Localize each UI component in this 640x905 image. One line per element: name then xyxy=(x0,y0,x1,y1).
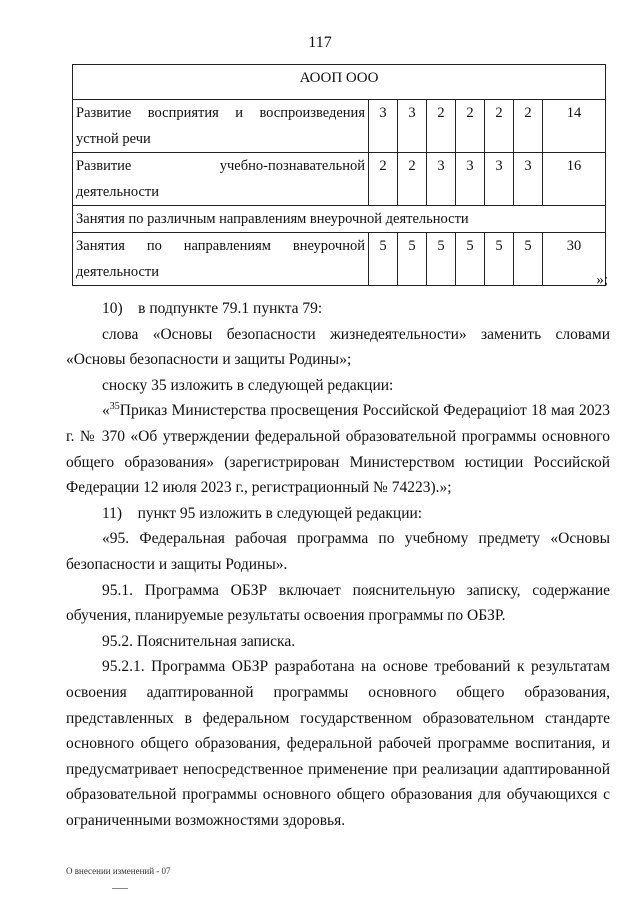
hours-cell: 5 xyxy=(456,233,485,286)
table-header-row xyxy=(73,65,606,100)
section-heading-cell: Занятия по различным направлениям внеурочной деятельности xyxy=(73,206,606,233)
paragraph: «$^{35}$Приказ Министерства просвещения Российской Федерациiот 18 мая 2023 г. № 370 «Об утверждении федеральной образовательной программы основного общего образования» (зарегистрирован Министерством юстиции Российской Федерации 12 июля 2023 г., регистрационный № 74223).»; xyxy=(66,401,610,497)
paragraph: 95.2.1. Программа ОБЗР разработана на основе требований к результатам освоения адаптированной программы основного общего образования, представленных в федеральном государственном образовательном стандарте основного общего образования, федеральной рабочей программе воспитания, и предусматривает непосредственное применение при реализации адаптированной образовательной программы основного общего образования для обучающихся с ограниченными возможностями здоровья. xyxy=(66,658,610,829)
hours-cell: 3 xyxy=(456,153,485,206)
subject-cell: Занятия по направлениям внеурочной деятельности xyxy=(73,233,369,286)
hours-cell: 2 xyxy=(369,153,398,206)
document-body xyxy=(66,296,610,833)
paragraph: слова «Основы безопасности жизнедеятельности» заменить словами «Основы безопасности и защиты Родины»; xyxy=(66,325,610,369)
paragraph: 95.2. Пояснительная записка. xyxy=(102,632,296,650)
subject-cell: Развитие учебно-познавательной деятельности xyxy=(73,153,369,206)
hours-cell: 5 xyxy=(398,233,427,286)
hours-cell: 3 xyxy=(427,153,456,206)
subject-cell: Развитие восприятия и воспроизведения устной речи xyxy=(73,100,369,153)
hours-cell: 5 xyxy=(485,233,514,286)
hours-cell: 5 xyxy=(427,233,456,286)
paragraph: 95.1. Программа ОБЗР включает пояснительную записку, содержание обучения, планируемые результаты освоения программы по ОБЗР. xyxy=(66,581,610,625)
curriculum-table xyxy=(72,64,606,286)
table-header: АООП ООО xyxy=(73,65,606,100)
footnote-marker: 35 xyxy=(109,401,120,413)
hours-cell: 3 xyxy=(514,153,543,206)
hours-cell: 3 xyxy=(369,100,398,153)
paragraph: 10) в подпункте 79.1 пункта 79: xyxy=(102,300,323,317)
hours-cell: 2 xyxy=(398,153,427,206)
total-cell: 14 xyxy=(543,100,606,153)
hours-cell: 5 xyxy=(369,233,398,286)
total-cell: 16 xyxy=(543,153,606,206)
table-row xyxy=(73,206,606,233)
paragraph: 11) пункт 95 изложить в следующей редакции: xyxy=(102,504,423,522)
table-row xyxy=(73,100,606,153)
footer-rule xyxy=(112,888,128,889)
table-row xyxy=(73,153,606,206)
hours-cell: 2 xyxy=(514,100,543,153)
footer-note: О внесении изменений - 07 xyxy=(66,866,171,876)
hours-cell: 5 xyxy=(514,233,543,286)
hours-cell: 3 xyxy=(485,153,514,206)
total-cell: 30 xyxy=(543,233,606,286)
hours-cell: 2 xyxy=(456,100,485,153)
hours-cell: 2 xyxy=(427,100,456,153)
hours-cell: 3 xyxy=(398,100,427,153)
page-number: 117 xyxy=(308,34,332,51)
closing-quote-mark: »; xyxy=(596,272,608,288)
hours-cell: 2 xyxy=(485,100,514,153)
paragraph: сноску 35 изложить в следующей редакции: xyxy=(102,376,394,394)
paragraph: «95. Федеральная рабочая программа по учебному предмету «Основы безопасности и защиты Родины». xyxy=(66,530,610,573)
table-row xyxy=(73,233,606,286)
